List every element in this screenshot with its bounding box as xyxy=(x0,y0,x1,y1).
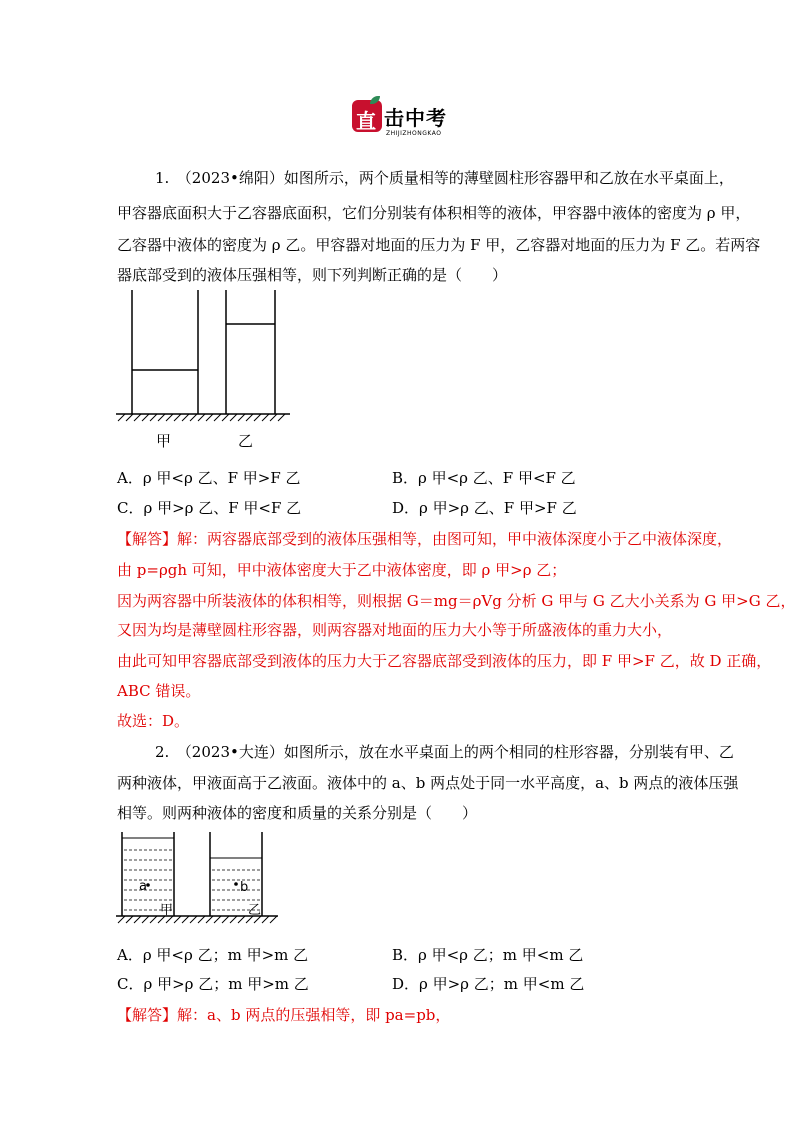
q2-fig-label-yi: 乙 xyxy=(248,903,262,918)
q2-option-d: D．ρ 甲>ρ 乙；m 甲<m 乙 xyxy=(392,975,585,993)
q1-option-a: A．ρ 甲<ρ 乙、F 甲>F 乙 xyxy=(117,469,301,487)
q1-answer-line-2: 由 p=ρgh 可知，甲中液体密度大于乙中液体密度，即 ρ 甲>ρ 乙； xyxy=(117,561,567,579)
q1-answer-line-1: 【解答】解：两容器底部受到的液体压强相等，由图可知，甲中液体深度小于乙中液体深度， xyxy=(117,530,733,548)
q2-line-3: 相等。则两种液体的密度和质量的关系分别是（ ） xyxy=(117,804,478,822)
q1-fig-label-jia: 甲 xyxy=(156,432,172,450)
q2-fig-label-jia: 甲 xyxy=(160,903,174,918)
q1-answer-line-7: 故选：D。 xyxy=(117,712,190,730)
logo-leaf-icon xyxy=(370,96,380,104)
q2-fig-label-b: b xyxy=(240,880,249,895)
q1-fig-label-yi: 乙 xyxy=(238,432,254,450)
q2-option-b: B．ρ 甲<ρ 乙；m 甲<m 乙 xyxy=(392,946,584,964)
q1-answer-line-3: 因为两容器中所装液体的体积相等，则根据 G＝mg＝ρVg 分析 G 甲与 G 乙大小关系为 G 甲>G 乙， xyxy=(117,592,796,610)
q1-line-1: 1. （2023•绵阳）如图所示，两个质量相等的薄壁圆柱形容器甲和乙放在水平桌面上， xyxy=(155,169,734,187)
q1-answer-line-6: ABC 错误。 xyxy=(117,682,201,700)
q2-option-c: C．ρ 甲>ρ 乙；m 甲>m 乙 xyxy=(117,975,309,993)
q1-line-2: 甲容器底面积大于乙容器底面积，它们分别装有体积相等的液体，甲容器中液体的密度为 ρ 甲， xyxy=(117,204,751,222)
logo-mark-icon xyxy=(352,100,382,132)
q1-option-b: B．ρ 甲<ρ 乙、F 甲<F 乙 xyxy=(392,469,576,487)
q2-line-1: 2. （2023•大连）如图所示，放在水平桌面上的两个相同的柱形容器，分别装有甲、乙 xyxy=(155,743,734,761)
q2-answer-line-1: 【解答】解：a、b 两点的压强相等，即 pa=pb， xyxy=(117,1006,451,1024)
q1-line-4: 器底部受到的液体压强相等，则下列判断正确的是（ ） xyxy=(117,266,508,284)
q1-option-c: C．ρ 甲>ρ 乙、F 甲<F 乙 xyxy=(117,499,302,517)
q2-figure xyxy=(112,828,282,930)
logo-mark-char: 直 xyxy=(356,109,376,133)
q1-figure xyxy=(112,286,312,456)
q2-point-b xyxy=(234,882,238,886)
logo xyxy=(352,100,448,144)
q1-answer-line-4: 又因为均是薄壁圆柱形容器，则两容器对地面的压力大小等于所盛液体的重力大小， xyxy=(117,621,673,639)
logo-text: 击中考 xyxy=(384,106,447,130)
q2-option-a: A．ρ 甲<ρ 乙；m 甲>m 乙 xyxy=(117,946,309,964)
logo-subtext: ZHIJIZHONGKAO xyxy=(386,130,442,137)
q2-line-2: 两种液体，甲液面高于乙液面。液体中的 a、b 两点处于同一水平高度，a、b 两点的液体压强 xyxy=(117,774,739,792)
q1-answer-line-5: 由此可知甲容器底部受到液体的压力大于乙容器底部受到液体的压力，即 F 甲>F 乙，故 D 正确， xyxy=(117,652,772,670)
q1-option-d: D．ρ 甲>ρ 乙、F 甲>F 乙 xyxy=(392,499,577,517)
q1-line-3: 乙容器中液体的密度为 ρ 乙。甲容器对地面的压力为 F 甲，乙容器对地面的压力为 F 乙。若两容 xyxy=(117,236,761,254)
q2-fig-label-a: a xyxy=(139,879,147,894)
